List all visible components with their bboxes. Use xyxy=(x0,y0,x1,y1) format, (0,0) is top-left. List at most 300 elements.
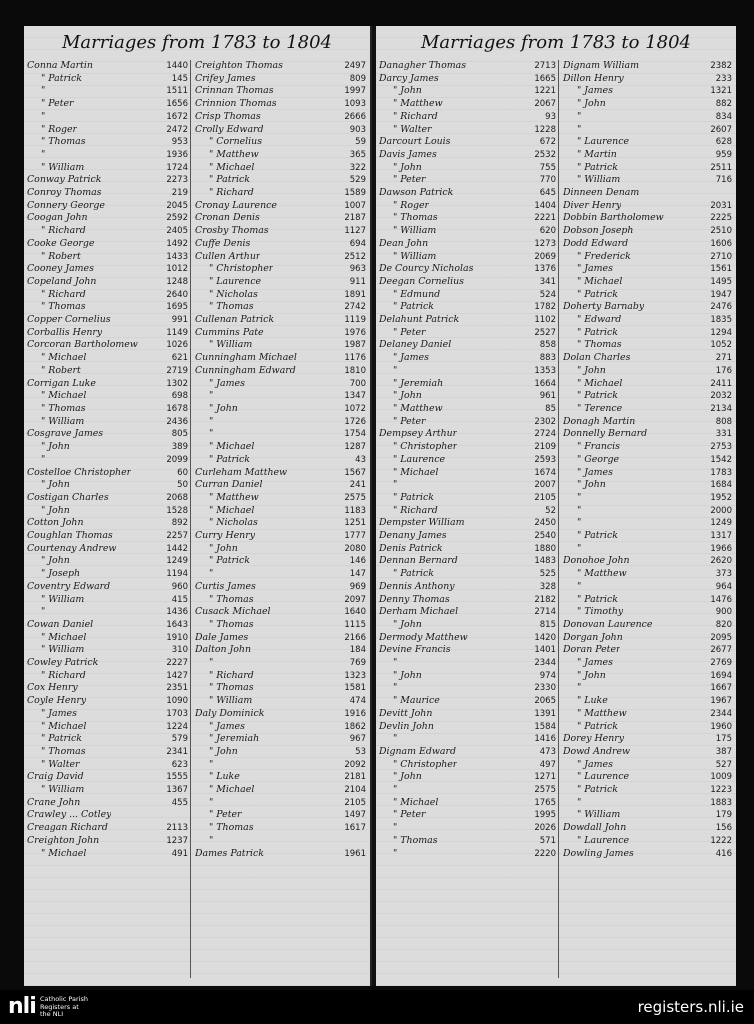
entry-name: " Patrick xyxy=(393,301,434,313)
register-entry xyxy=(560,809,734,822)
entry-name: " William xyxy=(209,695,253,707)
entry-name: " John xyxy=(209,542,238,554)
entry-number: 1102 xyxy=(534,315,556,326)
entry-number: 2497 xyxy=(344,61,366,71)
entry-name: Donnelly Bernard xyxy=(563,428,648,440)
register-entry xyxy=(24,657,190,670)
entry-number: 50 xyxy=(177,480,188,491)
entry-number: 43 xyxy=(355,454,366,465)
register-entry xyxy=(192,98,368,111)
entry-number: 1667 xyxy=(710,683,732,694)
entry-name: Corballis Henry xyxy=(27,326,103,338)
entry-number: 815 xyxy=(539,619,556,630)
entry-name: " James xyxy=(393,352,429,364)
entry-number: 1656 xyxy=(166,99,188,110)
entry-name: " xyxy=(209,428,214,440)
register-entry xyxy=(560,848,734,861)
entry-name: " John xyxy=(577,479,606,491)
entry-number: 491 xyxy=(171,848,188,859)
entry-name: Cuffe Denis xyxy=(195,237,251,249)
entry-number: 1294 xyxy=(710,327,732,338)
entry-name: Creagan Richard xyxy=(27,822,108,834)
entry-number: 60 xyxy=(177,467,188,478)
entry-number: 1228 xyxy=(534,124,556,135)
register-entry xyxy=(560,721,734,734)
entry-number: 1862 xyxy=(344,721,366,732)
entry-number: 416 xyxy=(715,848,732,859)
entry-number: 241 xyxy=(349,480,366,491)
entry-name: " Matthew xyxy=(393,98,443,110)
register-entry xyxy=(192,187,368,200)
register-entry xyxy=(192,657,368,670)
register-entry xyxy=(560,505,734,518)
entry-number: 883 xyxy=(539,353,556,364)
entry-name: " xyxy=(577,580,582,592)
entry-name: Courtenay Andrew xyxy=(27,542,117,554)
entry-number: 52 xyxy=(545,505,556,516)
entry-number: 529 xyxy=(349,175,366,186)
entry-number: 991 xyxy=(171,315,188,326)
register-entry xyxy=(560,314,734,327)
register-entry xyxy=(376,835,558,848)
register-entry xyxy=(24,467,190,480)
entry-name: " Peter xyxy=(393,326,426,338)
entry-name: Daly Dominick xyxy=(195,707,265,719)
site-link[interactable]: registers.nli.ie xyxy=(637,998,744,1016)
register-entry xyxy=(24,378,190,391)
entry-number: 2007 xyxy=(534,480,556,491)
entry-name: Crifey James xyxy=(195,72,256,84)
register-entry xyxy=(376,581,558,594)
entry-name: Dalton John xyxy=(195,644,252,656)
entry-name: Coyle Henry xyxy=(27,695,87,707)
entry-number: 1347 xyxy=(344,391,366,402)
entry-name: " Richard xyxy=(393,504,438,516)
entry-name: " xyxy=(577,110,582,122)
entry-number: 184 xyxy=(349,645,366,656)
entry-number: 387 xyxy=(715,746,732,757)
entry-number: 1115 xyxy=(344,619,366,630)
register-entry xyxy=(24,98,190,111)
entry-number: 1528 xyxy=(166,505,188,516)
register-entry xyxy=(560,174,734,187)
entry-number: 1910 xyxy=(166,632,188,643)
register-entry xyxy=(560,467,734,480)
register-entry xyxy=(376,238,558,251)
register-entry xyxy=(376,174,558,187)
entry-number: 1643 xyxy=(166,619,188,630)
entry-name: " John xyxy=(577,669,606,681)
entry-name: " Matthew xyxy=(393,402,443,414)
register-entry xyxy=(376,212,558,225)
entry-name: " Matthew xyxy=(209,148,259,160)
entry-name: Danagher Thomas xyxy=(379,60,467,71)
entry-number: 2575 xyxy=(344,492,366,503)
entry-name: " xyxy=(393,784,398,796)
entry-name: " John xyxy=(41,441,70,453)
entry-number: 1436 xyxy=(166,607,188,618)
entry-number: 179 xyxy=(715,810,732,821)
register-entry xyxy=(560,60,734,73)
entry-name: " Roger xyxy=(393,199,430,211)
register-entry xyxy=(376,809,558,822)
entry-number: 1416 xyxy=(534,734,556,745)
entry-name: " William xyxy=(41,593,85,605)
entry-number: 1317 xyxy=(710,531,732,542)
register-entry xyxy=(192,809,368,822)
register-entry xyxy=(24,517,190,530)
entry-name: " John xyxy=(209,402,238,414)
entry-name: Dawson Patrick xyxy=(379,187,454,199)
entry-name: " Luke xyxy=(577,695,608,707)
entry-number: 2187 xyxy=(344,213,366,224)
entry-number: 900 xyxy=(715,607,732,618)
entry-name: Crane John xyxy=(27,796,81,808)
entry-name: Cronay Laurence xyxy=(195,199,277,211)
entry-number: 271 xyxy=(715,353,732,364)
register-entry xyxy=(24,416,190,429)
entry-name: Dignam William xyxy=(563,60,639,71)
entry-number: 2225 xyxy=(710,213,732,224)
entry-name: Darcy James xyxy=(379,72,439,84)
register-entry xyxy=(560,276,734,289)
entry-name: Dames Patrick xyxy=(195,847,264,859)
entry-name: " James xyxy=(577,85,613,97)
entry-number: 341 xyxy=(539,276,556,287)
entry-name: " Thomas xyxy=(41,402,86,414)
register-entry xyxy=(560,632,734,645)
entry-number: 1555 xyxy=(166,772,188,783)
entry-number: 2273 xyxy=(166,175,188,186)
register-entry xyxy=(560,517,734,530)
entry-name: " Peter xyxy=(393,809,426,821)
entry-number: 1936 xyxy=(166,149,188,160)
entry-number: 2032 xyxy=(710,391,732,402)
register-entry xyxy=(376,263,558,276)
entry-name: Dempsey Arthur xyxy=(379,428,458,440)
entry-name: Connery George xyxy=(27,199,105,211)
entry-number: 1664 xyxy=(534,378,556,389)
entry-name: " James xyxy=(41,707,77,719)
entry-name: " Michael xyxy=(393,796,439,808)
entry-number: 1966 xyxy=(710,543,732,554)
register-entry xyxy=(376,403,558,416)
entry-name: " Walter xyxy=(41,758,80,770)
entry-name: Delahunt Patrick xyxy=(379,314,460,326)
entry-number: 628 xyxy=(715,137,732,148)
entry-name: " James xyxy=(577,263,613,275)
entry-name: Cotton John xyxy=(27,517,84,529)
entry-number: 1376 xyxy=(534,264,556,275)
entry-name: Curry Henry xyxy=(195,530,255,542)
entry-name: " xyxy=(393,657,398,669)
entry-name: Creighton Thomas xyxy=(195,60,283,71)
entry-number: 1476 xyxy=(710,594,732,605)
register-entry xyxy=(560,454,734,467)
entry-name: " Patrick xyxy=(577,161,618,173)
entry-number: 961 xyxy=(539,391,556,402)
entry-number: 1194 xyxy=(166,569,188,580)
entry-number: 1009 xyxy=(710,772,732,783)
register-entry xyxy=(560,441,734,454)
register-entry xyxy=(24,187,190,200)
entry-number: 1093 xyxy=(344,99,366,110)
entry-name: " Robert xyxy=(41,364,81,376)
entry-name: Crisp Thomas xyxy=(195,110,261,122)
entry-name: " William xyxy=(577,174,621,186)
entry-number: 2620 xyxy=(710,556,732,567)
entry-number: 694 xyxy=(349,238,366,249)
register-entry xyxy=(376,276,558,289)
register-entry xyxy=(24,85,190,98)
entry-name: " Richard xyxy=(41,669,86,681)
register-entry xyxy=(560,530,734,543)
register-entry xyxy=(24,568,190,581)
entry-number: 373 xyxy=(715,569,732,580)
entry-name: " John xyxy=(577,98,606,110)
entry-number: 1271 xyxy=(534,772,556,783)
register-entry xyxy=(24,390,190,403)
register-entry xyxy=(24,454,190,467)
entry-number: 2031 xyxy=(710,200,732,211)
register-entry xyxy=(560,695,734,708)
entry-number: 2227 xyxy=(166,658,188,669)
entry-number: 2592 xyxy=(166,213,188,224)
entry-name: Cowley Patrick xyxy=(27,657,99,669)
entry-number: 219 xyxy=(171,188,188,199)
entry-name: " Edward xyxy=(577,314,622,326)
register-entry xyxy=(376,543,558,556)
register-entry xyxy=(192,301,368,314)
entry-name: " xyxy=(577,682,582,694)
index-column-1 xyxy=(24,60,191,978)
register-entry xyxy=(376,632,558,645)
register-entry xyxy=(192,695,368,708)
entry-name: " William xyxy=(393,225,437,237)
register-entry xyxy=(192,263,368,276)
entry-name: Dillon Henry xyxy=(563,72,624,84)
entry-number: 2710 xyxy=(710,251,732,262)
register-entry xyxy=(376,162,558,175)
entry-name: " Michael xyxy=(209,784,255,796)
entry-number: 1589 xyxy=(344,188,366,199)
entry-name: Dowdall John xyxy=(563,822,627,834)
entry-name: " James xyxy=(577,758,613,770)
entry-number: 85 xyxy=(545,403,556,414)
entry-number: 1495 xyxy=(710,276,732,287)
register-entry xyxy=(560,251,734,264)
register-entry xyxy=(376,136,558,149)
entry-number: 1222 xyxy=(710,835,732,846)
entry-name: Crinnan Thomas xyxy=(195,85,274,97)
entry-number: 808 xyxy=(715,416,732,427)
entry-number: 525 xyxy=(539,569,556,580)
entry-number: 2182 xyxy=(534,594,556,605)
index-column-2 xyxy=(192,60,368,978)
entry-name: De Courcy Nicholas xyxy=(379,263,474,275)
register-entry xyxy=(192,467,368,480)
entry-number: 2113 xyxy=(166,823,188,834)
entry-number: 2640 xyxy=(166,289,188,300)
entry-number: 2067 xyxy=(534,99,556,110)
entry-name: Corrigan Luke xyxy=(27,377,96,389)
entry-name: Crawley ... Cotley xyxy=(27,809,112,821)
register-entry xyxy=(376,378,558,391)
entry-name: " William xyxy=(577,809,621,821)
entry-number: 2104 xyxy=(344,785,366,796)
entry-number: 2510 xyxy=(710,226,732,237)
entry-number: 497 xyxy=(539,759,556,770)
register-entry xyxy=(560,73,734,86)
register-entry xyxy=(24,505,190,518)
entry-name: " xyxy=(209,796,214,808)
entry-name: " Joseph xyxy=(41,568,81,580)
register-entry xyxy=(376,441,558,454)
entry-number: 1012 xyxy=(166,264,188,275)
entry-number: 310 xyxy=(171,645,188,656)
entry-number: 834 xyxy=(715,111,732,122)
entry-number: 93 xyxy=(545,111,556,122)
entry-number: 1976 xyxy=(344,327,366,338)
entry-number: 389 xyxy=(171,442,188,453)
entry-number: 1026 xyxy=(166,340,188,351)
register-entry xyxy=(376,594,558,607)
register-entry xyxy=(560,162,734,175)
entry-number: 755 xyxy=(539,162,556,173)
entry-name: " Terence xyxy=(577,402,623,414)
entry-number: 1287 xyxy=(344,442,366,453)
register-entry xyxy=(376,721,558,734)
entry-name: Dean John xyxy=(379,237,429,249)
entry-name: Dinneen Denam xyxy=(563,187,640,199)
register-entry xyxy=(560,187,734,200)
register-entry xyxy=(192,746,368,759)
entry-name: Darcourt Louis xyxy=(379,136,451,148)
entry-name: Crosby Thomas xyxy=(195,225,269,237)
register-entry xyxy=(376,492,558,505)
register-entry xyxy=(376,390,558,403)
entry-name: Dobbin Bartholomew xyxy=(563,212,664,224)
register-entry xyxy=(560,301,734,314)
entry-name: " Thomas xyxy=(41,745,86,757)
entry-number: 1249 xyxy=(710,518,732,529)
entry-name: " Thomas xyxy=(393,834,438,846)
entry-number: 2450 xyxy=(534,518,556,529)
register-entry xyxy=(192,784,368,797)
entry-name: " Richard xyxy=(209,669,254,681)
entry-number: 322 xyxy=(349,162,366,173)
register-entry xyxy=(192,60,368,73)
register-entry xyxy=(560,606,734,619)
entry-name: " Patrick xyxy=(577,390,618,402)
register-entry xyxy=(376,85,558,98)
entry-name: " Michael xyxy=(209,504,255,516)
entry-name: Curleham Matthew xyxy=(195,466,288,478)
register-entry xyxy=(24,60,190,73)
register-entry xyxy=(560,378,734,391)
register-entry xyxy=(192,276,368,289)
entry-number: 1427 xyxy=(166,670,188,681)
register-entry xyxy=(24,644,190,657)
entry-number: 967 xyxy=(349,734,366,745)
entry-number: 964 xyxy=(715,581,732,592)
entry-number: 1997 xyxy=(344,86,366,97)
entry-name: Dodd Edward xyxy=(563,237,629,249)
entry-name: " Thomas xyxy=(393,212,438,224)
entry-name: " xyxy=(209,657,214,669)
register-entry xyxy=(376,454,558,467)
register-entry xyxy=(24,809,190,822)
entry-name: Coogan John xyxy=(27,212,88,224)
entry-number: 2220 xyxy=(534,848,556,859)
register-entry xyxy=(376,251,558,264)
entry-number: 2080 xyxy=(344,543,366,554)
entry-number: 1442 xyxy=(166,543,188,554)
entry-name: " Matthew xyxy=(577,707,627,719)
entry-number: 2134 xyxy=(710,403,732,414)
register-entry xyxy=(192,771,368,784)
register-entry xyxy=(192,479,368,492)
entry-number: 156 xyxy=(715,823,732,834)
entry-number: 882 xyxy=(715,99,732,110)
register-entry xyxy=(24,530,190,543)
entry-number: 620 xyxy=(539,226,556,237)
nli-logo[interactable]: nli xyxy=(8,994,36,1019)
entry-number: 1248 xyxy=(166,276,188,287)
register-entry xyxy=(24,263,190,276)
entry-number: 1678 xyxy=(166,403,188,414)
entry-number: 2092 xyxy=(344,759,366,770)
entry-name: Cosgrave James xyxy=(27,428,104,440)
entry-number: 805 xyxy=(171,429,188,440)
entry-name: " xyxy=(41,110,46,122)
register-entry xyxy=(192,174,368,187)
register-entry xyxy=(560,771,734,784)
entry-name: " xyxy=(209,834,214,846)
entry-number: 175 xyxy=(715,734,732,745)
entry-number: 2472 xyxy=(166,124,188,135)
entry-number: 233 xyxy=(715,73,732,84)
entry-number: 146 xyxy=(349,556,366,567)
entry-number: 1695 xyxy=(166,302,188,313)
entry-name: " Christopher xyxy=(209,263,274,275)
entry-name: " John xyxy=(209,745,238,757)
register-entry xyxy=(560,822,734,835)
register-entry xyxy=(192,581,368,594)
entry-number: 1511 xyxy=(166,86,188,97)
register-entry xyxy=(376,822,558,835)
entry-name: Costelloe Christopher xyxy=(27,466,132,478)
register-entry xyxy=(192,797,368,810)
entry-name: Coventry Edward xyxy=(27,580,111,592)
register-entry xyxy=(560,289,734,302)
footer-bar xyxy=(0,990,754,1024)
entry-number: 1726 xyxy=(344,416,366,427)
entry-name: " xyxy=(393,479,398,491)
entry-number: 1433 xyxy=(166,251,188,262)
entry-name: " Patrick xyxy=(577,288,618,300)
entry-number: 59 xyxy=(355,137,366,148)
entry-name: " John xyxy=(393,771,422,783)
register-entry xyxy=(192,492,368,505)
register-entry xyxy=(376,187,558,200)
register-entry xyxy=(24,632,190,645)
entry-number: 953 xyxy=(171,137,188,148)
entry-number: 2099 xyxy=(166,454,188,465)
entry-name: " xyxy=(577,796,582,808)
entry-name: " Christopher xyxy=(393,441,458,453)
entry-number: 2714 xyxy=(534,607,556,618)
